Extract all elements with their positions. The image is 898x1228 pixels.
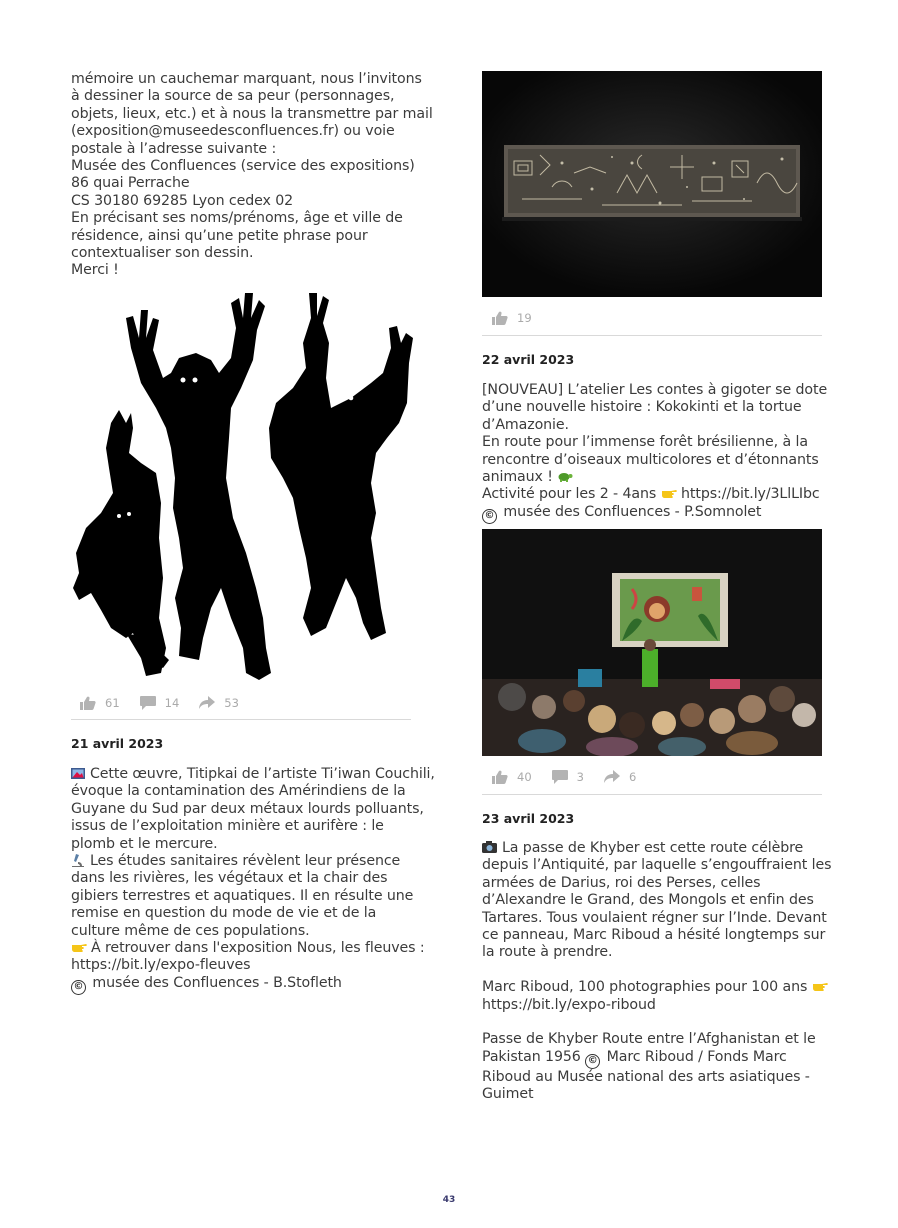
post-line: Riboud au Musée national des arts asiatiques - [482, 1068, 810, 1085]
post-line: gibiers terrestres et aquatiques. Il en résulte une [71, 887, 414, 904]
share-count: 6 [628, 770, 637, 784]
post-line: À retrouver dans l'exposition Nous, les fleuves : [91, 940, 425, 957]
post-line: Cette œuvre, Titipkai de l’artiste Ti’iwan Couchili, [90, 766, 435, 782]
post-line: Pakistan 1956 [482, 1048, 581, 1065]
post-line: d’Alexandre le Grand, des Mongols et enfin des [482, 892, 814, 909]
post-line: d’une nouvelle histoire : Kokokinti et la tortue [482, 399, 802, 416]
share-icon [199, 696, 215, 710]
comment-stat[interactable] [140, 696, 180, 710]
intro-text [71, 71, 433, 280]
post-line: culture même de ces populations. [71, 922, 310, 939]
thumbs-up-icon [492, 311, 508, 325]
post-line: armées de Darius, roi des Perses, celles [482, 874, 761, 891]
workshop-photo [482, 529, 822, 756]
post-line: depuis l’Antiquité, par laquelle s’engouffraient les [482, 857, 832, 874]
post-stats-left [80, 696, 259, 710]
copyright-icon: © [482, 509, 497, 524]
like-stat[interactable] [492, 770, 532, 784]
post-stats-right-2 [492, 770, 656, 784]
intro-line: Merci ! [71, 262, 119, 279]
intro-line: En précisant ses noms/prénoms, âge et ville de [71, 210, 403, 227]
post-link[interactable]: https://bit.ly/expo-riboud [482, 996, 656, 1013]
pointing-hand-icon [812, 980, 828, 992]
post-line: Activité pour les 2 - 4ans [482, 486, 657, 503]
post-credit: musée des Confluences - B.Stofleth [92, 974, 342, 991]
post-line: Passe de Khyber Route entre l’Afghanistan et le [482, 1031, 816, 1048]
like-stat[interactable] [492, 311, 532, 325]
workshop-image [482, 529, 822, 756]
intro-line: (exposition@museedesconfluences.fr) ou voie [71, 123, 395, 140]
post-line: Guimet [482, 1086, 534, 1103]
post-date: 22 avril 2023 [482, 352, 575, 367]
thumbs-up-icon [80, 696, 96, 710]
artwork-image [482, 71, 822, 297]
like-count: 61 [105, 696, 120, 710]
intro-line: Musée des Confluences (service des expositions) [71, 158, 415, 175]
intro-line: résidence, ainsi qu’une petite phrase pour [71, 227, 368, 244]
post-text [482, 840, 831, 1104]
intro-line: à dessiner la source de sa peur (personnages, [71, 88, 395, 105]
pointing-hand-icon [71, 941, 87, 953]
post-line: issus de l’exploitation minière et aurifère : le [71, 818, 384, 835]
comment-stat[interactable] [552, 770, 584, 784]
post-line: dans les rivières, les végétaux et la chair des [71, 870, 388, 887]
like-count: 19 [517, 311, 532, 325]
microscope-icon [71, 853, 85, 867]
post-line: Tartares. Tous voulaient régner sur l’Inde. Devant [482, 909, 827, 926]
intro-line: mémoire un cauchemar marquant, nous l’invitons [71, 71, 422, 87]
intro-line: CS 30180 69285 Lyon cedex 02 [71, 192, 294, 209]
thumbs-up-icon [492, 770, 508, 784]
like-stat[interactable] [80, 696, 120, 710]
post-date: 23 avril 2023 [482, 811, 575, 826]
post-line: remise en question du mode de vie et de la [71, 905, 377, 922]
intro-line: contextualiser son dessin. [71, 245, 254, 262]
silhouette-drawing [71, 288, 416, 683]
post-line: Marc Riboud, 100 photographies pour 100 ans [482, 979, 808, 996]
post-line: ce panneau, Marc Riboud a hésité longtemps sur [482, 927, 826, 944]
post-credit: Marc Riboud / Fonds Marc [606, 1048, 787, 1065]
copyright-icon: © [585, 1054, 600, 1069]
comment-count: 14 [164, 696, 180, 710]
post-line: plomb et le mercure. [71, 835, 218, 852]
pointing-hand-icon [661, 487, 677, 499]
camera-icon [482, 841, 497, 853]
intro-line: objets, lieux, etc.) et à nous la transmettre par mail [71, 105, 433, 122]
post-line: Guyane du Sud par deux métaux lourds polluants, [71, 800, 424, 817]
share-count: 53 [224, 696, 239, 710]
divider [482, 335, 822, 336]
post-link[interactable]: https://bit.ly/expo-fleuves [71, 957, 251, 974]
post-line: évoque la contamination des Amérindiens de la [71, 783, 406, 800]
post-date: 21 avril 2023 [71, 736, 164, 751]
comment-icon [140, 696, 156, 710]
painting-icon [71, 768, 85, 779]
copyright-icon: © [71, 980, 86, 995]
share-stat[interactable] [199, 696, 239, 710]
artwork-photo [482, 71, 822, 297]
divider [71, 719, 411, 720]
post-link[interactable]: https://bit.ly/3LlLIbc [681, 486, 820, 503]
post-line: La passe de Khyber est cette route célèbre [502, 840, 804, 856]
post-stats-right-1 [492, 311, 552, 325]
post-line: d’Amazonie. [482, 416, 569, 433]
post-line: rencontre d’oiseaux multicolores et d’étonnants [482, 451, 819, 468]
comment-icon [552, 770, 568, 784]
like-count: 40 [517, 770, 532, 784]
page-number: 43 [442, 1195, 456, 1205]
post-line: Les études sanitaires révèlent leur présence [90, 853, 401, 870]
intro-line: 86 quai Perrache [71, 175, 190, 192]
post-line: animaux ! [482, 469, 553, 486]
post-text [71, 766, 435, 995]
post-text [482, 382, 827, 524]
intro-line: postale à l’adresse suivante : [71, 140, 277, 157]
post-line: [NOUVEAU] L’atelier Les contes à gigoter se dote [482, 382, 828, 398]
turtle-icon [557, 471, 573, 482]
post-line: la route à prendre. [482, 944, 613, 961]
post-line: En route pour l’immense forêt brésilienne, à la [482, 434, 808, 451]
share-stat[interactable] [604, 770, 636, 784]
post-credit: musée des Confluences - P.Somnolet [503, 503, 762, 520]
comment-count: 3 [576, 770, 584, 784]
divider [482, 794, 822, 795]
share-icon [604, 770, 620, 784]
